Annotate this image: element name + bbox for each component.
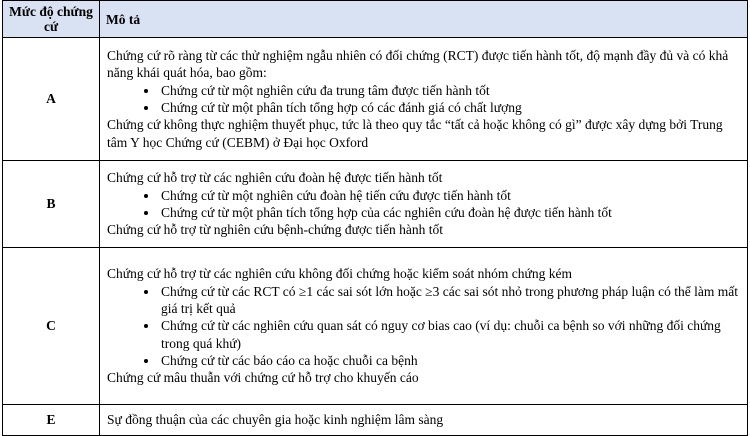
bullet-item: • Chứng cứ từ một phân tích tổng hợp có các đánh giá có chất lượng <box>159 99 741 116</box>
table-header-row <box>3 1 748 38</box>
description-outro: Chứng cứ hỗ trợ từ nghiên cứu bệnh-chứng được tiến hành tốt <box>107 222 443 238</box>
description-intro: Sự đồng thuận của các chuyên gia hoặc kinh nghiệm lâm sàng <box>107 412 444 428</box>
table-row <box>3 38 748 161</box>
description-outro: Chứng cứ mâu thuẫn với chứng cứ hỗ trợ cho khuyến cáo <box>107 370 419 386</box>
bullet-item: • Chứng cứ từ các báo cáo ca hoặc chuỗi ca bệnh <box>159 352 741 369</box>
table-row <box>3 405 748 436</box>
bullet-item: • Chứng cứ từ các RCT có ≥1 các sai sót lớn hoặc ≥3 các sai sót nhỏ trong phương pháp luận có thể làm mất giá trị kết quả <box>159 283 741 318</box>
bullet-list <box>107 187 741 222</box>
bullet-item: • Chứng cứ từ các nghiên cứu quan sát có nguy cơ bias cao (ví dụ: chuỗi ca bệnh so với những đối chứng trong quá khứ) <box>159 317 741 352</box>
bullet-item: • Chứng cứ từ một nghiên cứu đoàn hệ tiến cứu được tiến hành tốt <box>159 187 741 204</box>
header-level: Mức độ chứng cứ <box>3 1 100 38</box>
description-cell <box>100 38 748 161</box>
level-cell: C <box>3 248 100 405</box>
description-cell <box>100 248 748 405</box>
bullet-item: • Chứng cứ từ một nghiên cứu đa trung tâm được tiến hành tốt <box>159 82 741 99</box>
bullet-list <box>107 283 741 369</box>
bullet-item: • Chứng cứ từ một phân tích tổng hợp của các nghiên cứu đoàn hệ được tiến hành tốt <box>159 204 741 221</box>
description-intro: Chứng cứ rõ ràng từ các thử nghiệm ngẫu nhiên có đối chứng (RCT) được tiến hành tốt, độ mạnh đầy đủ và có khả năng khái quát hóa, bao gồm: <box>107 48 729 81</box>
bullet-list <box>107 82 741 117</box>
description-intro: Chứng cứ hỗ trợ từ các nghiên cứu không đối chứng hoặc kiểm soát nhóm chứng kém <box>107 266 572 282</box>
description-cell <box>100 161 748 248</box>
level-cell: E <box>3 405 100 436</box>
table-row <box>3 161 748 248</box>
description-outro: Chứng cứ không thực nghiệm thuyết phục, tức là theo quy tắc “tất cả hoặc không có gì” được xây dựng bởi Trung tâm Y học Chứng cứ (CEBM) ở Đại học Oxford <box>107 117 723 150</box>
evidence-level-table <box>2 0 748 436</box>
level-cell: A <box>3 38 100 161</box>
header-description: Mô tả <box>100 1 748 38</box>
description-cell <box>100 405 748 436</box>
level-cell: B <box>3 161 100 248</box>
description-intro: Chứng cứ hỗ trợ từ các nghiên cứu đoàn hệ được tiến hành tốt <box>107 170 443 186</box>
table-row <box>3 248 748 405</box>
